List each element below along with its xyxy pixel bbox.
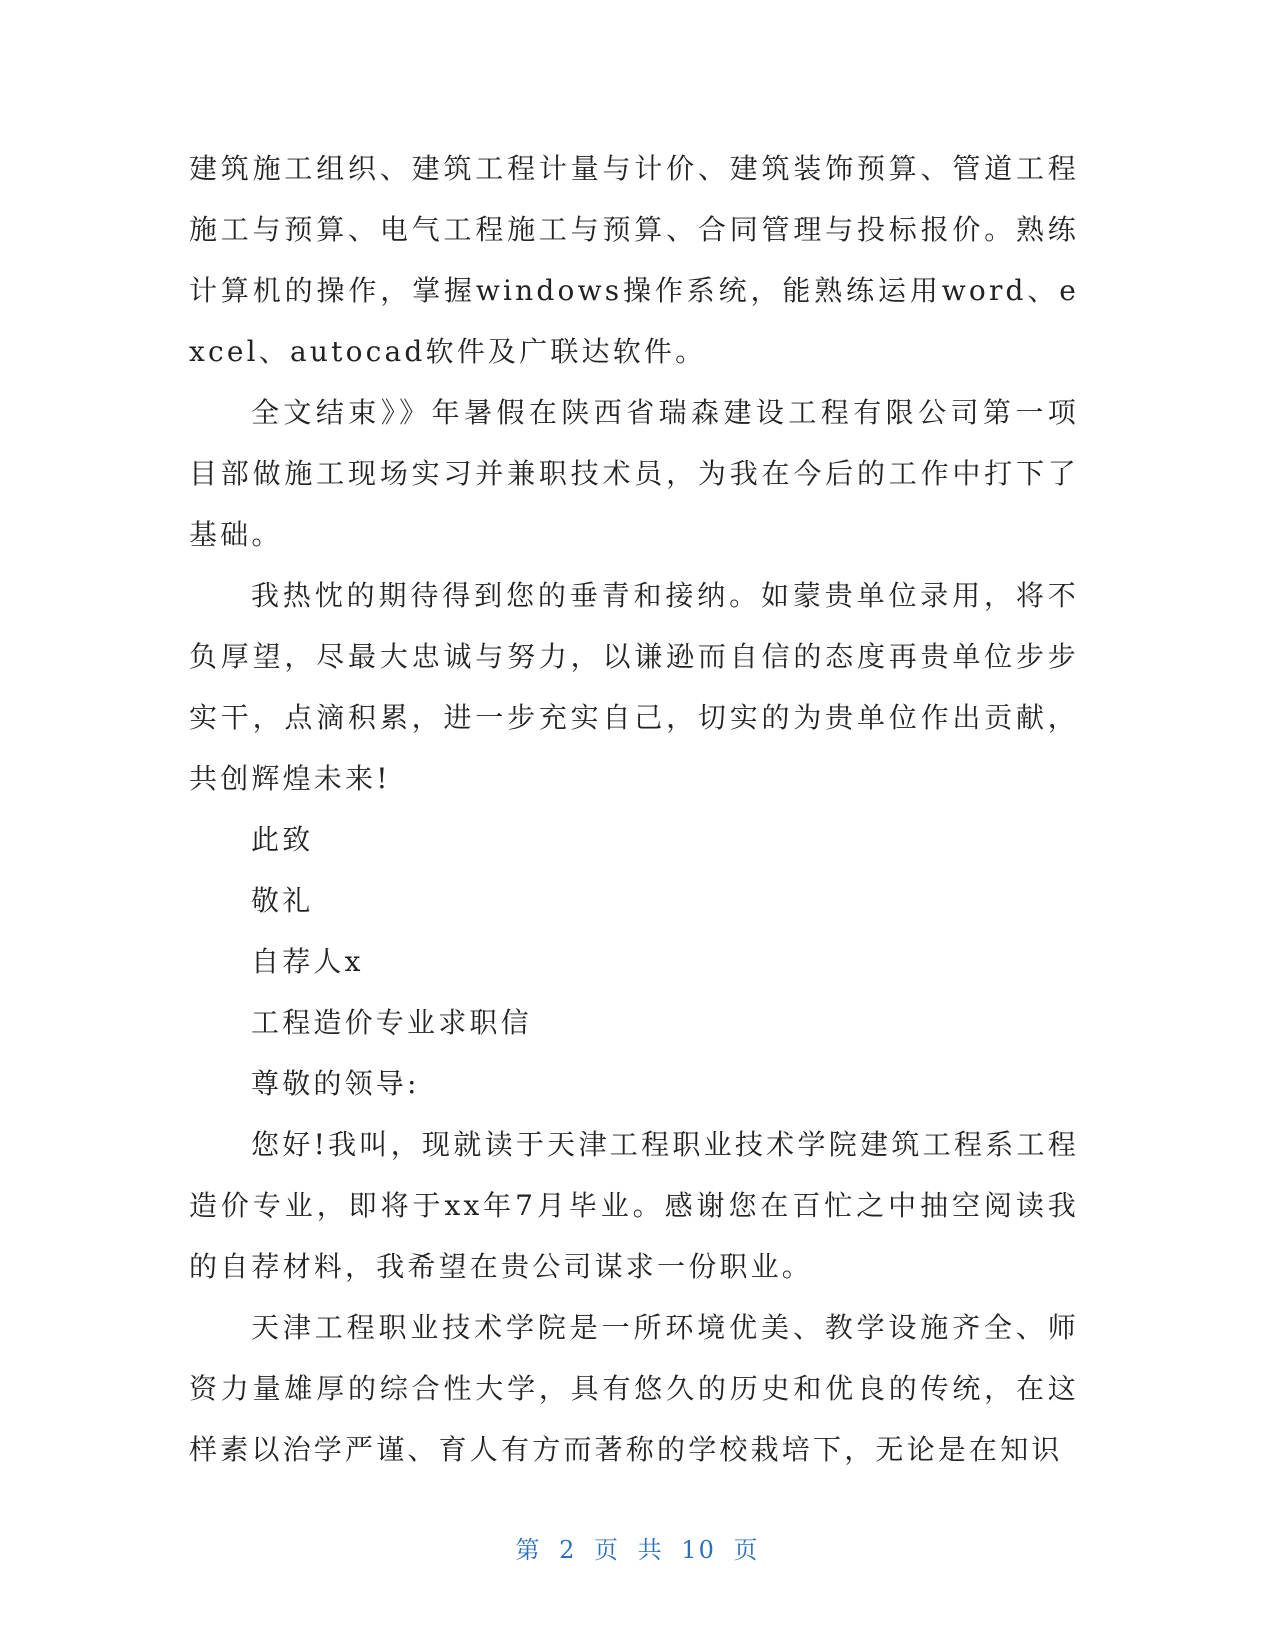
paragraph-introduction: 您好!我叫，现就读于天津工程职业技术学院建筑工程系工程造价专业，即将于xx年7月毕业。感谢您在百忙之中抽空阅读我的自荐材料，我希望在贵公司谋求一份职业。 [189, 1128, 1079, 1283]
signature-line: 自荐人x [251, 945, 364, 978]
closing-salutation: 此致 [251, 823, 314, 856]
paragraph-school: 天津工程职业技术学院是一所环境优美、教学设施齐全、师资力量雄厚的综合性大学，具有悠久的历史和优良的传统，在这样素以治学严谨、育人有方而著称的学校栽培下，无论是在知识 [189, 1311, 1079, 1466]
paragraph-expectation: 我热忱的期待得到您的垂青和接纳。如蒙贵单位录用，将不负厚望，尽最大忠诚与努力，以谦逊而自信的态度再贵单位步步实干，点滴积累，进一步充实自己，切实的为贵单位作出贡献，共创辉煌未来! [189, 579, 1079, 795]
document-body [189, 138, 1079, 1480]
closing-regards: 敬礼 [251, 884, 314, 917]
page-number-footer: 第 2 页 共 10 页 [515, 1536, 760, 1564]
paragraph-internship: 全文结束》》年暑假在陕西省瑞森建设工程有限公司第一项目部做施工现场实习并兼职技术员，为我在今后的工作中打下了基础。 [189, 396, 1079, 551]
paragraph-skills: 建筑施工组织、建筑工程计量与计价、建筑装饰预算、管道工程施工与预算、电气工程施工与预算、合同管理与投标报价。熟练计算机的操作，掌握windows操作系统，能熟练运用word、excel、autocad软件及广联达软件。 [189, 152, 1079, 368]
greeting: 尊敬的领导: [251, 1067, 420, 1100]
section-heading: 工程造价专业求职信 [251, 1006, 532, 1039]
